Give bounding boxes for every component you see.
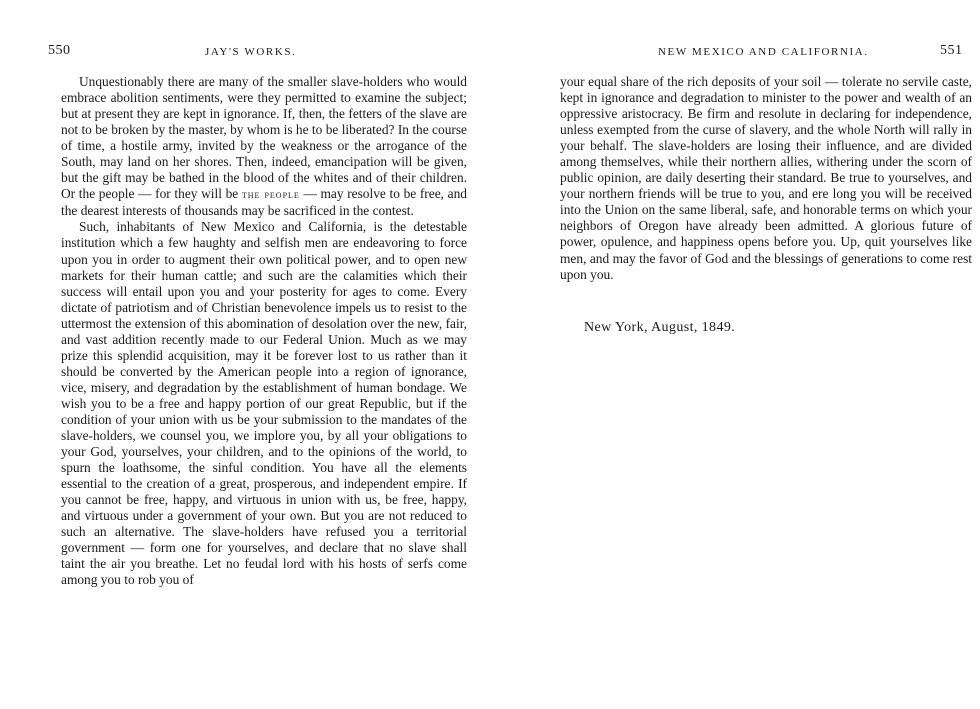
right-running-head: NEW MEXICO AND CALIFORNIA. bbox=[658, 46, 869, 58]
left-running-head: JAY'S WORKS. bbox=[205, 46, 297, 58]
right-page-number: 551 bbox=[940, 43, 963, 58]
left-paragraph-1-text-b: — may resolve to be free, and the dearest interests of thousands may be sacrificed in the contest. bbox=[61, 186, 467, 219]
right-paragraph-1: your equal share of the rich deposits of your soil — tolerate no servile caste, kept in ignorance and degradation to minister to the power and wealth of an oppressive aristocracy. Be firm and resolute in declaring for independence, unless exempted from the curse of slavery, and the whole North will rally in your behalf. The slave-holders are losing their influence, and are divided among themselves, while their northern allies, withering under the scorn of public opinion, are daily deserting their standard. Be true to yourselves, and your northern friends will be true to you, and ere long you will be received into the Union on the same liberal, safe, and honorable terms on which your neighbors of Oregon have already been admitted. A glorious future of power, opulence, and happiness opens before you. Up, quit yourselves like men, and may the favor of God and the blessings of generations to come rest upon you. bbox=[560, 74, 972, 282]
left-paragraph-1-text-a: Unquestionably there are many of the smaller slave-holders who would embrace abolition sentiments, were they permitted to examine the subject; but at present they are kept in ignorance. If, then, the fetters of the slave are not to be broken by the master, by whom is he to be liberated? In the course of time, a hostile army, invited by the weakness or the arrogance of the South, may land on her shores. Then, indeed, emancipation will be given, but the gift may be bathed in the blood of the whites and of their children. Or the people — for they will be bbox=[61, 74, 467, 202]
left-paragraph-1 bbox=[61, 74, 467, 219]
right-body-text bbox=[560, 74, 972, 283]
left-paragraph-1-the-people: the people bbox=[241, 189, 300, 202]
left-page-number: 550 bbox=[48, 43, 71, 58]
left-body-text bbox=[61, 74, 467, 589]
right-page bbox=[490, 0, 980, 709]
left-paragraph-2: Such, inhabitants of New Mexico and California, is the detestable institution which a few haughty and selfish men are endeavoring to force upon you in order to augment their own political power, and to open new markets for their human cattle; and such are the calamities which their success will entail upon you and your posterity for ages to come. Every dictate of patriotism and of Christian benevolence impels us to resist to the uttermost the extension of this abomination of desolation over the new, fair, and vast addition recently made to our Federal Union. Much as we may prize this splendid acquisition, may it be forever lost to us rather than it should be converted by the American people into a region of ignorance, vice, misery, and degradation by the establishment of human bondage. We wish you to be a free and happy portion of our great Republic, but if the condition of your union with us be your submission to the mandates of the slave-holders, we counsel you, we implore you, by all your obligations to your God, yourselves, your children, and to the opinions of the world, to spurn the loathsome, the sinful condition. You have all the elements essential to the creation of a great, prosperous, and independent empire. If you cannot be free, happy, and virtuous in union with us, be free, happy, and virtuous under a government of your own. But you are not reduced to such an alternative. The slave-holders have refused you a territorial government — form one for yourselves, and declare that no slave shall taint the air you breathe. Let no feudal lord with his hosts of serfs come among you to rob you of bbox=[61, 219, 467, 588]
dateline: New York, August, 1849. bbox=[584, 320, 736, 335]
